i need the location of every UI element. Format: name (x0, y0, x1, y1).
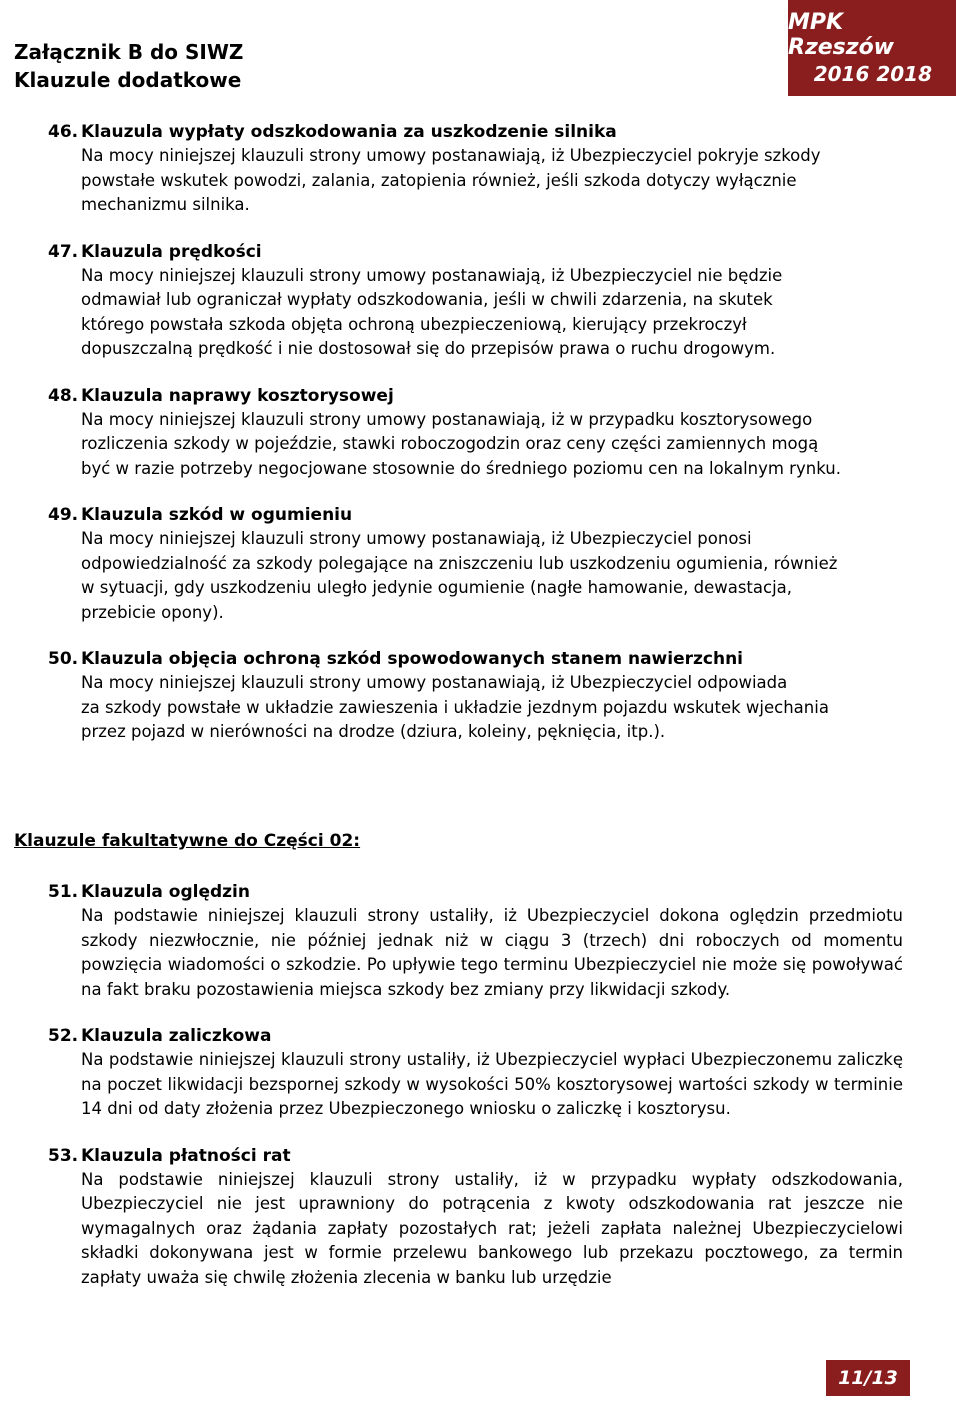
clause-line: Na mocy niniejszej klauzuli strony umowy postanawiają, iż Ubezpieczyciel pokryje szkody (81, 146, 821, 165)
clause-title (48, 880, 903, 904)
contract-period: 2016 2018 (813, 62, 932, 86)
clause-line: za szkody powstałe w układzie zawieszenia i układzie jezdnym pojazdu wskutek wjechania (81, 697, 829, 717)
clause-number: 53. (48, 1145, 79, 1166)
clause-body (48, 408, 903, 482)
clause-number: 52. (48, 1026, 79, 1046)
clause-body: Na podstawie niniejszej klauzuli strony ustaliły, iż w przypadku wypłaty odszkodowania, Ubezpieczyciel nie jest uprawniony do potrącenia z kwoty odszkodowania rat jeszcze nie wymagalnych oraz żądania zapłaty pozostałych rat; jeżeli zapłata należnej Ubezpieczycielowi składki dokonywana jest w formie przelewu bankowego lub przekazu pocztowego, za termin zapłaty uważa się chwilę złożenia zlecenia w banku lub urzędzie (81, 1169, 903, 1287)
clause-number: 49. (48, 505, 79, 525)
header-line-1: Załącznik B do SIWZ (14, 40, 244, 64)
clause-line: odmawiał lub ograniczał wypłaty odszkodowania, jeśli w chwili zdarzenia, na skutek (81, 290, 773, 309)
clause-title-text: Klauzula szkód w ogumieniu (81, 505, 353, 525)
section-heading: Klauzule fakultatywne do Części 02: (14, 831, 361, 851)
clause-body (48, 144, 903, 218)
clauses-section (48, 120, 903, 767)
clause-number: 48. (48, 385, 79, 406)
brand-name: MPK Rzeszów (788, 10, 895, 60)
clause-number: 50. (48, 649, 79, 669)
page-header (0, 0, 960, 98)
header-title (14, 38, 243, 94)
clause-body: Na podstawie niniejszej klauzuli strony ustaliły, iż Ubezpieczyciel wypłaci Ubezpieczonemu zaliczkę na poczet likwidacji bezspornej szkody w wysokości 50% kosztorysowej wartości szkody w terminie 14 dni od daty złożenia przez Ubezpieczonego wniosku o zaliczkę i kosztorysu. (81, 1050, 903, 1118)
clause-line: powstałe wskutek powodzi, zalania, zatopienia również, jeśli szkoda dotyczy wyłącznie (81, 170, 797, 190)
clause (48, 647, 903, 745)
clause-title (48, 384, 903, 408)
clause-title-text: Klauzula naprawy kosztorysowej (81, 385, 394, 406)
clause-line: Na mocy niniejszej klauzuli strony umowy postanawiają, iż Ubezpieczyciel nie będzie (81, 265, 783, 285)
clause-title-text: Klauzula zaliczkowa (81, 1026, 272, 1046)
clause-line: mechanizmu silnika. (81, 195, 250, 214)
clause-line: Na mocy niniejszej klauzuli strony umowy postanawiają, iż Ubezpieczyciel odpowiada (81, 673, 788, 692)
header-brand-box (788, 0, 956, 96)
clause-line: przebicie opony). (81, 602, 224, 622)
clause-line: Na mocy niniejszej klauzuli strony umowy postanawiają, iż Ubezpieczyciel ponosi (81, 529, 752, 548)
clause-title (48, 647, 903, 671)
clause (48, 880, 903, 1002)
clause (48, 240, 903, 362)
page-number: 11/13 (826, 1360, 910, 1396)
clause-body: Na podstawie niniejszej klauzuli strony ustaliły, iż Ubezpieczyciel dokona oględzin przedmiotu szkody niezwłocznie, nie później jednak niż w ciągu 3 (trzech) dni roboczych od momentu powzięcia wiadomości o szkodzie. Po upływie tego terminu Ubezpieczyciel nie może się powoływać na fakt braku pozostawienia miejsca szkody bez zmiany przy likwidacji szkody. (81, 906, 903, 999)
clause-line: odpowiedzialność za szkody polegające na zniszczeniu lub uszkodzeniu ogumienia, również (81, 553, 838, 573)
clause-line: przez pojazd w nierówności na drodze (dziura, koleiny, pęknięcia, itp.). (81, 722, 666, 741)
clause-title-text: Klauzula płatności rat (81, 1145, 291, 1166)
clause-title-text: Klauzula prędkości (81, 241, 262, 262)
header-line-2: Klauzule dodatkowe (14, 68, 242, 92)
optional-clauses-section (48, 880, 903, 1312)
clause-title (48, 503, 903, 527)
clause-line: Na mocy niniejszej klauzuli strony umowy postanawiają, iż w przypadku kosztorysowego (81, 409, 813, 429)
clause (48, 1144, 903, 1291)
clause-title-text: Klauzula objęcia ochroną szkód spowodowanych stanem nawierzchni (81, 649, 743, 669)
clause (48, 1024, 903, 1122)
clause-line: rozliczenia szkody w pojeździe, stawki roboczogodzin oraz ceny części zamiennych mogą (81, 434, 819, 453)
clause (48, 120, 903, 218)
clause-line: którego powstała szkoda objęta ochroną ubezpieczeniową, kierujący przekroczył (81, 314, 747, 334)
clause-number: 47. (48, 241, 79, 262)
clause-title (48, 240, 903, 264)
clause-title-text: Klauzula wypłaty odszkodowania za uszkodzenie silnika (81, 122, 617, 142)
clause-line: być w razie potrzeby negocjowane stosownie do średniego poziomu cen na lokalnym rynku. (81, 458, 841, 478)
clause-title (48, 120, 903, 144)
clause-body (48, 671, 903, 745)
clause-number: 46. (48, 122, 79, 142)
clause-title (48, 1144, 903, 1168)
clause-line: dopuszczalną prędkość i nie dostosował się do przepisów prawa o ruchu drogowym. (81, 339, 776, 358)
clause-body (48, 527, 903, 625)
clause-number: 51. (48, 882, 79, 902)
clause-line: w sytuacji, gdy uszkodzeniu uległo jedynie ogumienie (nagłe hamowanie, dewastacja, (81, 578, 793, 597)
clause-body (48, 264, 903, 362)
clause (48, 503, 903, 625)
clause-title-text: Klauzula oględzin (81, 882, 250, 902)
clause (48, 384, 903, 482)
clause-title (48, 1024, 903, 1048)
